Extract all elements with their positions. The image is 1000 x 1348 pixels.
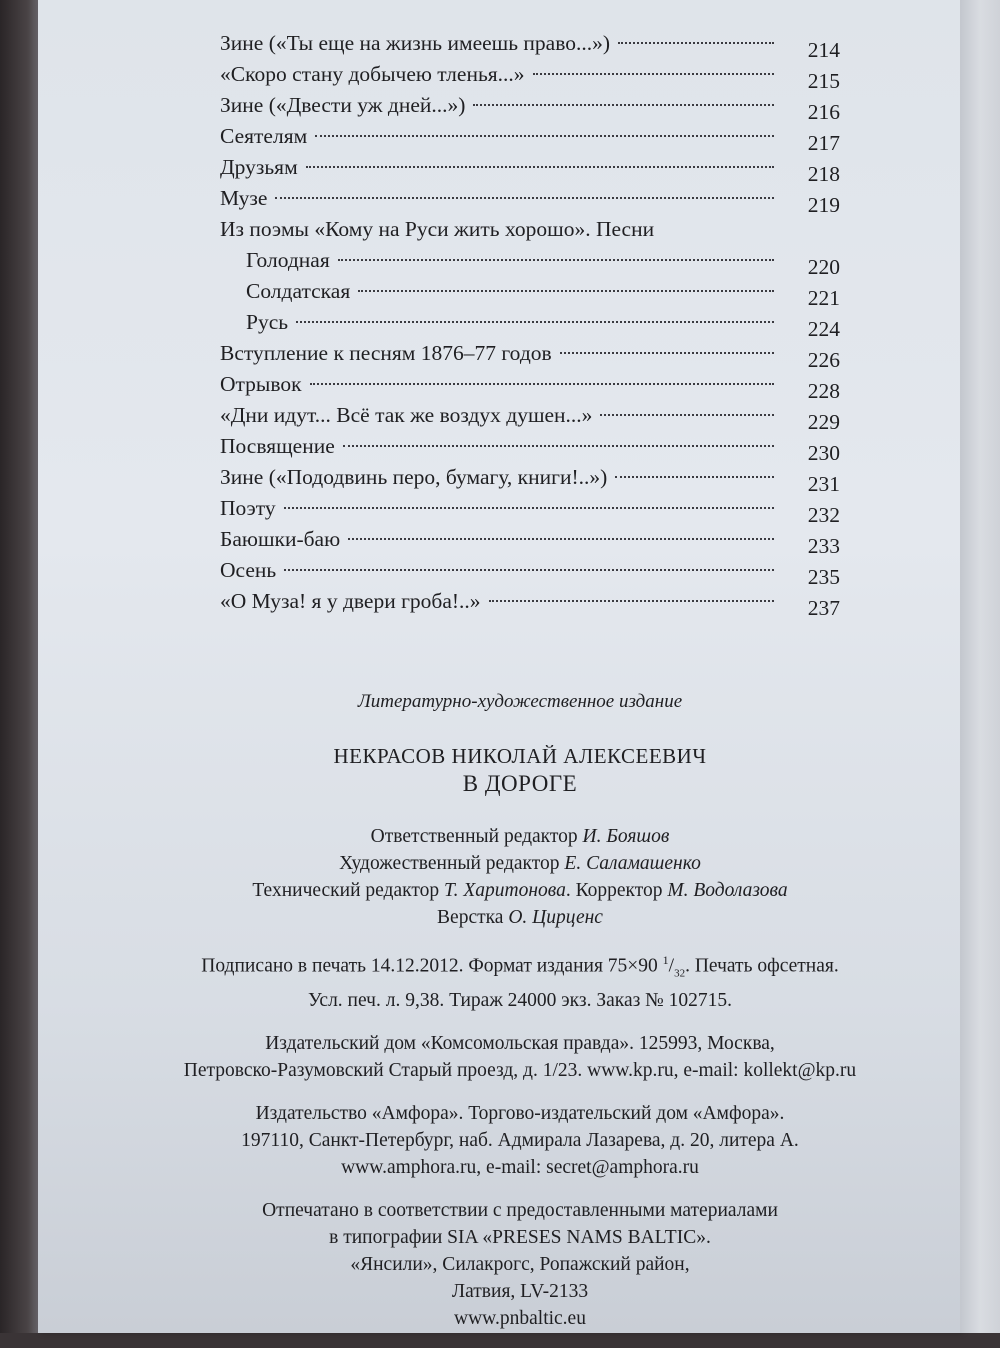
book-author: НЕКРАСОВ НИКОЛАЙ АЛЕКСЕЕВИЧ <box>333 744 707 768</box>
toc-entry <box>220 524 840 558</box>
credit-name: И. Бояшов <box>582 826 670 847</box>
toc-page-number: 220 <box>807 255 840 279</box>
toc-page-number: 228 <box>807 379 840 403</box>
toc-entry-title: Из поэмы «Кому на Руси жить хорошо». Песни <box>220 217 655 241</box>
toc-leader-dots <box>343 445 774 447</box>
printer-info <box>150 1197 890 1332</box>
format-fraction-numerator: 1 <box>662 953 669 967</box>
toc-entry-title: Осень <box>220 558 277 582</box>
publisher-line: www.amphora.ru, e-mail: secret@amphora.ru <box>341 1157 699 1179</box>
toc-page-number: 224 <box>807 317 840 341</box>
credit-line <box>150 850 890 877</box>
toc-entry-title: Друзьям <box>220 155 298 179</box>
credit-role: Верстка <box>437 907 509 928</box>
toc-leader-dots <box>348 538 774 540</box>
credit-line <box>150 877 890 904</box>
credit-name: Е. Саламашенко <box>564 853 701 874</box>
toc-entry-title: Сеятелям <box>220 124 308 148</box>
format-fraction-denominator: 32 <box>674 967 686 980</box>
toc-leader-dots <box>284 569 774 571</box>
toc-section-header <box>220 214 840 245</box>
toc-page-number: 214 <box>807 38 840 62</box>
toc-leader-dots <box>489 600 774 602</box>
toc-entry <box>220 586 840 620</box>
toc-page-number: 231 <box>807 472 840 496</box>
toc-entry <box>220 245 840 279</box>
credit-role: Ответственный редактор <box>370 826 583 847</box>
toc-entry <box>220 369 840 403</box>
toc-leader-dots <box>296 321 774 323</box>
publisher-amphora <box>150 1100 890 1181</box>
book-spine-shadow <box>0 0 40 1333</box>
toc-entry-title: «Дни идут... Всё так же воздух душен...» <box>220 403 593 427</box>
toc-leader-dots <box>533 73 774 75</box>
toc-entry-title: Поэту <box>220 496 276 520</box>
toc-page-number: 232 <box>807 503 840 527</box>
toc-leader-dots <box>284 507 774 509</box>
toc-entry-title: Баюшки-баю <box>220 527 341 551</box>
toc-leader-dots <box>560 352 774 354</box>
toc-page-number: 215 <box>807 69 840 93</box>
printer-line: «Янсили», Силакрогс, Ропажский район, <box>350 1254 690 1276</box>
toc-entry <box>220 121 840 155</box>
credit-role: Художественный редактор <box>339 853 565 874</box>
print-line: Подписано в печать 14.12.2012. Формат издания 75×90 $^1/_{32}$. Печать офсетная. <box>201 953 839 980</box>
book-title: В ДОРОГЕ <box>462 771 578 796</box>
toc-leader-dots <box>618 42 774 44</box>
toc-page-number: 221 <box>807 286 840 310</box>
toc-entry <box>220 152 840 186</box>
print-line: Усл. печ. л. 9,38. Тираж 24000 экз. Заказ № 102715. <box>307 990 733 1012</box>
credit-role: Технический редактор <box>252 880 444 901</box>
credit-line <box>150 823 890 850</box>
toc-leader-dots <box>338 259 774 261</box>
toc-entry <box>220 59 840 93</box>
editorial-credits <box>150 823 890 931</box>
toc-entry-title: Вступление к песням 1876–77 годов <box>220 341 552 365</box>
toc-entry-title: Зине («Пододвинь перо, бумагу, книги!..») <box>220 465 608 489</box>
toc-leader-dots <box>275 197 774 199</box>
publisher-line: 197110, Санкт-Петербург, наб. Адмирала Лазарева, д. 20, литера А. <box>241 1130 799 1152</box>
toc-page-number: 217 <box>807 131 840 155</box>
toc-entry-title: Зине («Двести уж дней...») <box>220 93 466 117</box>
toc-leader-dots <box>315 135 774 137</box>
toc-page-number: 226 <box>807 348 840 372</box>
toc-leader-dots <box>358 290 774 292</box>
print-text: Подписано в печать 14.12.2012. Формат издания 75×90 <box>201 955 663 977</box>
toc-entry-title: Музе <box>220 186 268 210</box>
printer-line: www.pnbaltic.eu <box>454 1308 586 1330</box>
credit-name: Т. Харитонова <box>443 880 566 901</box>
toc-entry-title: Зине («Ты еще на жизнь имеешь право...») <box>220 31 610 55</box>
edition-genre: Литературно-художественное издание <box>357 691 683 712</box>
toc-entry <box>220 493 840 527</box>
toc-entry <box>220 307 840 341</box>
toc-page-number: 216 <box>807 100 840 124</box>
toc-page-number: 233 <box>807 534 840 558</box>
toc-entry-title: Посвящение <box>220 434 335 458</box>
toc-entry <box>220 183 840 217</box>
publisher-line: Петровско-Разумовский Старый проезд, д. 1/23. www.kp.ru, e-mail: kollekt@kp.ru <box>183 1060 857 1082</box>
toc-entry <box>220 462 840 496</box>
toc-page-number: 230 <box>807 441 840 465</box>
printer-line: Латвия, LV-2133 <box>451 1281 589 1303</box>
toc-entry-title: «О Муза! я у двери гроба!..» <box>220 589 481 613</box>
toc-entry <box>220 338 840 372</box>
toc-entry-title: Отрывок <box>220 372 302 396</box>
toc-page-number: 235 <box>807 565 840 589</box>
print-details <box>150 947 890 1014</box>
page-edge <box>960 0 1000 1333</box>
toc-entry-title: Голодная <box>246 248 330 272</box>
toc-entry <box>220 90 840 124</box>
imprint-block <box>150 688 890 1348</box>
toc-leader-dots <box>615 476 774 478</box>
toc-entry <box>220 276 840 310</box>
credit-name: О. Цирценс <box>508 907 603 928</box>
credit-role: . Корректор <box>565 880 668 901</box>
toc-page-number: 219 <box>807 193 840 217</box>
toc-entry-title: «Скоро стану добычею тленья...» <box>220 62 525 86</box>
printer-line: Отпечатано в соответствии с предоставленными материалами <box>262 1200 778 1222</box>
toc-entry <box>220 400 840 434</box>
credit-line <box>150 904 890 931</box>
publisher-line: Издательство «Амфора». Торгово-издательский дом «Амфора». <box>255 1103 785 1125</box>
toc-leader-dots <box>600 414 774 416</box>
print-text: . Печать офсетная. <box>685 955 839 977</box>
publisher-kp <box>150 1030 890 1084</box>
toc-page-number: 218 <box>807 162 840 186</box>
toc-entry <box>220 28 840 62</box>
publisher-line: Издательский дом «Комсомольская правда». 125993, Москва, <box>265 1033 775 1055</box>
toc-leader-dots <box>306 166 774 168</box>
toc-page-number: 229 <box>807 410 840 434</box>
toc-page-number: 237 <box>807 596 840 620</box>
toc-leader-dots <box>310 383 774 385</box>
table-of-contents <box>220 28 840 620</box>
credit-name: М. Водолазова <box>667 880 788 901</box>
toc-entry-title: Солдатская <box>246 279 351 303</box>
toc-leader-dots <box>473 104 774 106</box>
toc-entry <box>220 431 840 465</box>
printer-line: в типографии SIA «PRESES NAMS BALTIC». <box>329 1227 711 1249</box>
toc-entry-title: Русь <box>246 310 289 334</box>
toc-entry <box>220 555 840 589</box>
